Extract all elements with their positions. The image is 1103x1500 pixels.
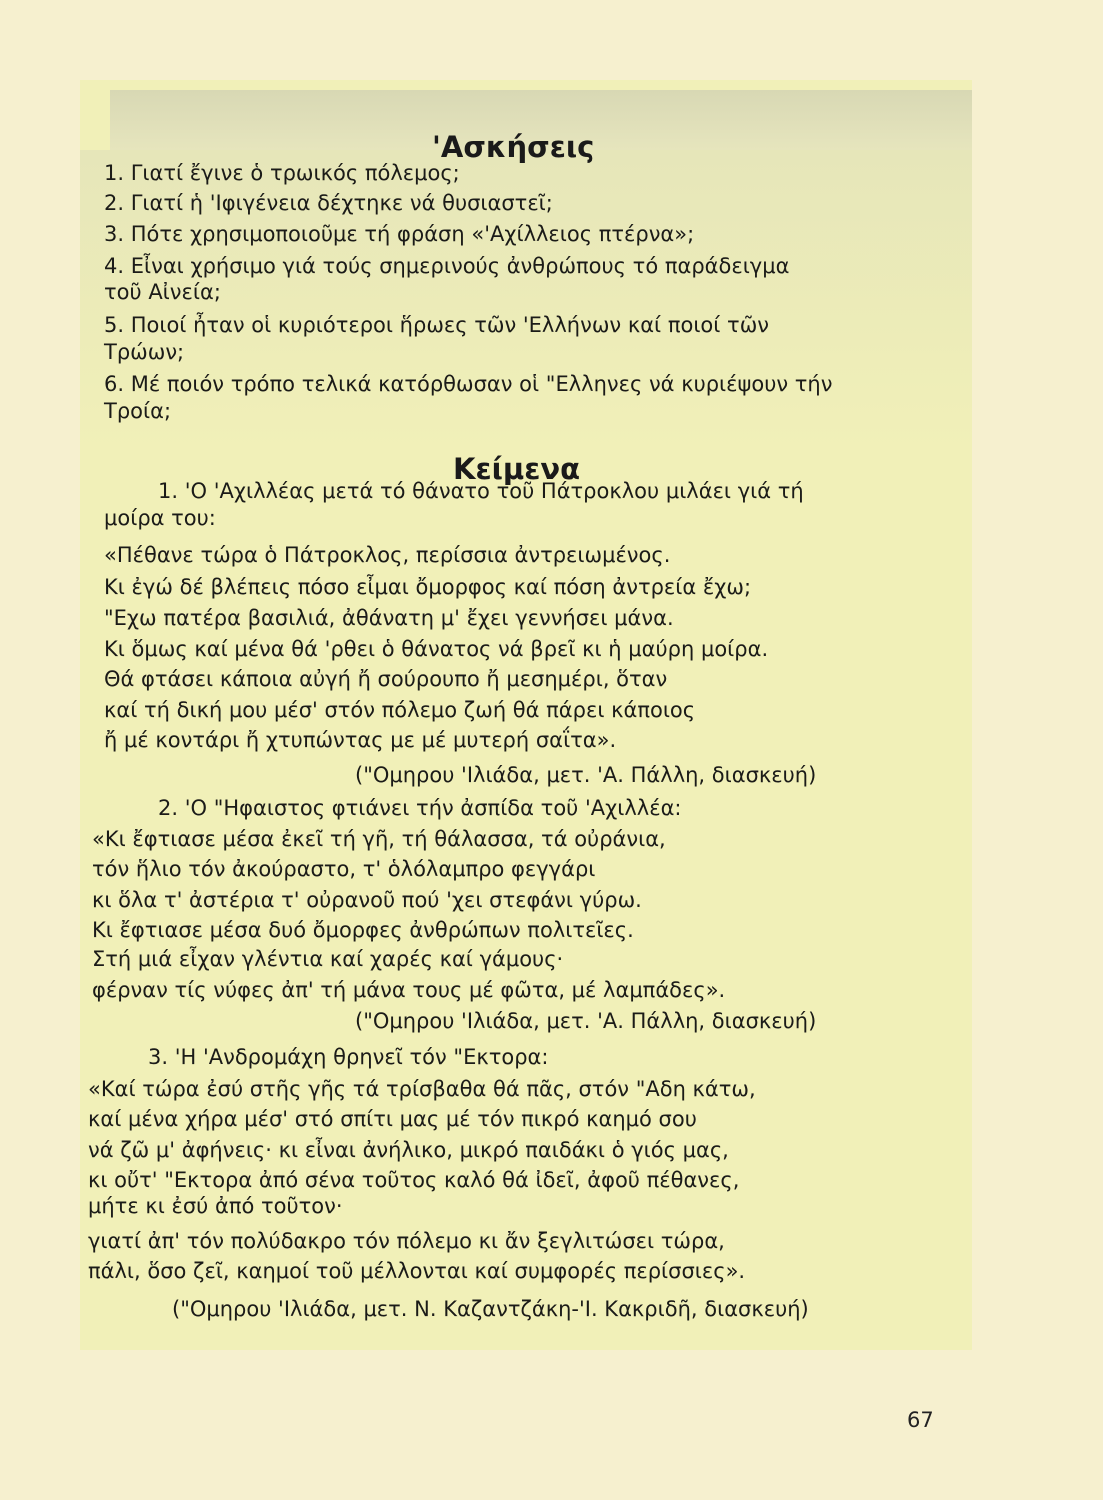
text-line: «Πέθανε τώρα ὁ Πάτροκλος, περίσσια ἀντρειωμένος. <box>104 543 671 567</box>
exercise-line: 6. Μέ ποιόν τρόπο τελικά κατόρθωσαν οἱ "Ελληνες νά κυριέψουν τήν <box>104 372 833 396</box>
text-line: Στή μιά εἶχαν γλέντια καί χαρές καί γάμους· <box>92 947 564 971</box>
exercise-line: 1. Γιατί ἔγινε ὁ τρωικός πόλεμος; <box>104 161 460 185</box>
exercise-line: τοῦ Αἰνεία; <box>104 280 221 304</box>
text-line: μοίρα του: <box>104 506 216 530</box>
exercise-line: 2. Γιατί ἡ 'Ιφιγένεια δέχτηκε νά θυσιαστεῖ; <box>104 191 553 215</box>
text-line: "Εχω πατέρα βασιλιά, ἀθάνατη μ' ἔχει γεννήσει μάνα. <box>104 606 674 630</box>
text-line: μήτε κι ἐσύ ἀπό τοῦτον· <box>88 1194 343 1218</box>
text-line: ἤ μέ κοντάρι ἤ χτυπώντας με μέ μυτερή σαΐτα». <box>104 728 617 752</box>
text-line: κι ὅλα τ' ἀστέρια τ' οὐρανοῦ πού 'χει στεφάνι γύρω. <box>92 888 642 912</box>
exercise-line: Τροία; <box>104 399 172 423</box>
text-line: γιατί ἀπ' τόν πολύδακρο τόν πόλεμο κι ἄν ξεγλιτώσει τώρα, <box>88 1229 725 1253</box>
text-line: νά ζῶ μ' ἀφήνεις· κι εἶναι ἀνήλικο, μικρό παιδάκι ὁ γιός μας, <box>88 1138 729 1162</box>
text-line: Θά φτάσει κάποια αὐγή ἤ σούρουπο ἤ μεσημέρι, ὅταν <box>104 667 668 691</box>
citation-line: ("Ομηρου 'Ιλιάδα, μετ. 'Α. Πάλλη, διασκευή) <box>355 1009 817 1033</box>
citation-line: ("Ομηρου 'Ιλιάδα, μετ. Ν. Καζαντζάκη-'Ι. Κακριδῆ, διασκευή) <box>172 1297 809 1321</box>
text-line: τόν ἥλιο τόν ἀκούραστο, τ' ὁλόλαμπρο φεγγάρι <box>92 857 596 881</box>
text-line: 3. 'Η 'Ανδρομάχη θρηνεῖ τόν "Εκτορα: <box>148 1045 549 1069</box>
text-line: 1. 'Ο 'Αχιλλέας μετά τό θάνατο τοῦ Πάτροκλου μιλάει γιά τή <box>158 479 804 503</box>
page-number: 67 <box>907 1408 934 1432</box>
text-line: πάλι, ὅσο ζεῖ, καημοί τοῦ μέλλονται καί συμφορές περίσσιες». <box>88 1259 746 1283</box>
citation-line: ("Ομηρου 'Ιλιάδα, μετ. 'Α. Πάλλη, διασκευή) <box>355 763 817 787</box>
text-line: καί τή δική μου μέσ' στόν πόλεμο ζωή θά πάρει κάποιος <box>104 698 696 722</box>
texts-heading: Κείμενα <box>453 452 581 486</box>
text-line: Κι ἔφτιασε μέσα δυό ὄμορφες ἀνθρώπων πολιτεῖες. <box>92 918 634 942</box>
exercise-line: 5. Ποιοί ἦταν οἱ κυριότεροι ἥρωες τῶν 'Ελλήνων καί ποιοί τῶν <box>104 313 770 337</box>
text-line: «Κι ἔφτιασε μέσα ἐκεῖ τή γῆ, τή θάλασσα, τά οὐράνια, <box>92 827 666 851</box>
exercise-line: 3. Πότε χρησιμοποιοῦμε τή φράση «'Αχίλλειος πτέρνα»; <box>104 222 695 246</box>
exercise-line: Τρώων; <box>104 340 185 364</box>
text-line: κι οὔτ' "Εκτορα ἀπό σένα τοῦτος καλό θά ἰδεῖ, ἀφοῦ πέθανες, <box>88 1168 740 1192</box>
text-line: 2. 'Ο "Ηφαιστος φτιάνει τήν ἀσπίδα τοῦ 'Αχιλλέα: <box>158 796 682 820</box>
text-line: «Καί τώρα ἐσύ στῆς γῆς τά τρίσβαθα θά πᾶς, στόν "Αδη κάτω, <box>88 1077 756 1101</box>
text-line: Κι ὅμως καί μένα θά 'ρθει ὁ θάνατος νά βρεῖ κι ἡ μαύρη μοίρα. <box>104 637 769 661</box>
text-line: καί μένα χήρα μέσ' στό σπίτι μας μέ τόν πικρό καημό σου <box>88 1107 697 1131</box>
text-line: Κι ἐγώ δέ βλέπεις πόσο εἶμαι ὄμορφος καί πόση ἀντρεία ἔχω; <box>104 575 752 599</box>
exercise-line: 4. Εἶναι χρήσιμο γιά τούς σημερινούς ἀνθρώπους τό παράδειγμα <box>104 254 790 278</box>
text-line: φέρναν τίς νύφες ἀπ' τή μάνα τους μέ φῶτα, μέ λαμπάδες». <box>92 978 726 1002</box>
exercises-heading: 'Ασκήσεις <box>432 130 595 164</box>
